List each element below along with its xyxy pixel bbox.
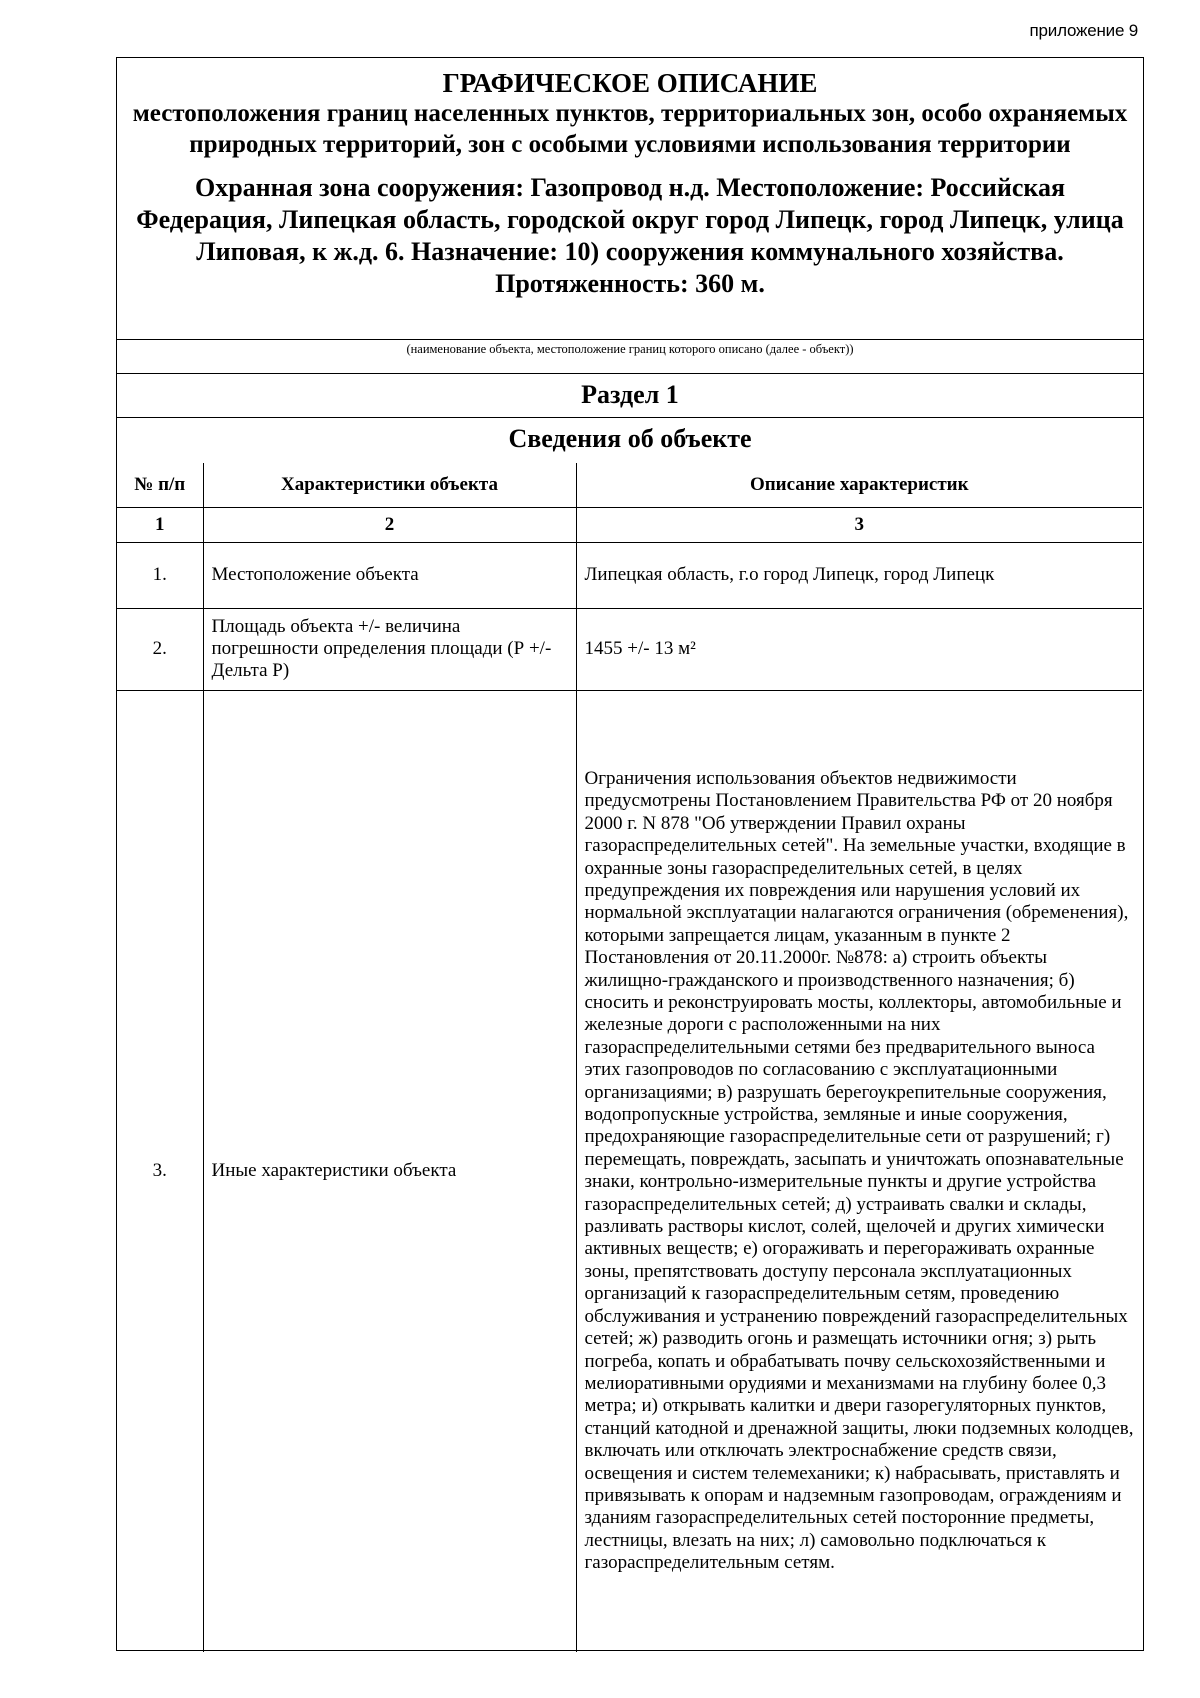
row-number: 2. bbox=[117, 608, 203, 690]
header-characteristic: Характеристики объекта bbox=[203, 463, 576, 507]
column-number-row bbox=[117, 507, 1142, 542]
appendix-label: приложение 9 bbox=[1029, 21, 1138, 40]
section-subtitle: Сведения об объекте bbox=[508, 424, 752, 453]
row-characteristic: Площадь объекта +/- величина погрешности определения площади (Р +/- Дельта Р) bbox=[203, 608, 576, 690]
object-name: Охранная зона сооружения: Газопровод н.д. Местоположение: Российская Федерация, Липецкая область, городской округ город Липецк, город Липецк, улица Липовая, к ж.д. 6. Назначение: 10) сооружения коммунального хозяйства. Протяженность: 360 м. bbox=[136, 173, 1124, 298]
row-characteristic: Местоположение объекта bbox=[203, 542, 576, 608]
row-description: Ограничения использования объектов недвижимости предусмотрены Постановлением Правительства РФ от 20 ноября 2000 г. N 878 "Об утверждении Правил охраны газораспределительных сетей". На земельные участки, входящие в охранные зоны газораспределительных сетей, в целях предупреждения их повреждения или нарушения условий их нормальной эксплуатации налагаются ограничения (обременения), которыми запрещается лицам, указанным в пункте 2 Постановления от 20.11.2000г. №878: а) строить объекты жилищно-гражданского и производственного назначения; б) сносить и реконструировать мосты, коллекторы, автомобильные и железные дороги с расположенными на них газораспределительными сетями без предварительного выноса этих газопроводов по согласованию с эксплуатационными организациями; в) разрушать берегоукрепительные сооружения, водопропускные устройства, земляные и иные сооружения, предохраняющие газораспределительные сети от разрушений; г) перемещать, повреждать, засыпать и уничтожать опознавательные знаки, контрольно-измерительные пункты и другие устройства газораспределительных сетей; д) устраивать свалки и склады, разливать растворы кислот, солей, щелочей и других химически активных веществ; е) огораживать и перегораживать охранные зоны, препятствовать доступу персонала эксплуатационных организаций к газораспределительным сетям, проведению обслуживания и устранению повреждений газораспределительных сетей; ж) разводить огонь и размещать источники огня; з) рыть погреба, копать и обрабатывать почву сельскохозяйственными и мелиоративными орудиями и механизмами на глубину более 0,3 метра; и) открывать калитки и двери газорегуляторных пунктов, станций катодной и дренажной защиты, люки подземных колодцев, включать или отключать электроснабжение средств связи, освещения и систем телемеханики; к) набрасывать, приставлять и привязывать к опорам и надземным газопроводам, ограждениям и зданиям газораспределительных сетей посторонние предметы, лестницы, влезать на них; л) самовольно подключаться к газораспределительным сетям. bbox=[576, 690, 1142, 1652]
row-number: 3. bbox=[117, 690, 203, 1652]
col-number-1: 1 bbox=[117, 507, 203, 542]
table-header-row bbox=[117, 463, 1142, 507]
col-number-2: 2 bbox=[203, 507, 576, 542]
table-row bbox=[117, 690, 1142, 1652]
document-frame bbox=[116, 57, 1144, 1651]
divider bbox=[117, 339, 1143, 340]
table-row bbox=[117, 608, 1142, 690]
object-caption: (наименование объекта, местоположение границ которого описано (далее - объект)) bbox=[406, 342, 854, 356]
header-description: Описание характеристик bbox=[576, 463, 1142, 507]
table-row bbox=[117, 542, 1142, 608]
divider bbox=[117, 373, 1143, 374]
row-description: 1455 +/- 13 м² bbox=[576, 608, 1142, 690]
object-info-table bbox=[117, 463, 1142, 1652]
row-number: 1. bbox=[117, 542, 203, 608]
col-number-3: 3 bbox=[576, 507, 1142, 542]
section-title: Раздел 1 bbox=[581, 380, 679, 409]
document-subtitle: местоположения границ населенных пунктов, территориальных зон, особо охраняемых природных территорий, зон с особыми условиями использования территории bbox=[132, 100, 1128, 158]
document-title: ГРАФИЧЕСКОЕ ОПИСАНИЕ bbox=[442, 68, 818, 98]
row-description: Липецкая область, г.о город Липецк, город Липецк bbox=[576, 542, 1142, 608]
document-header bbox=[117, 58, 1143, 339]
divider bbox=[117, 417, 1143, 418]
row-characteristic: Иные характеристики объекта bbox=[203, 690, 576, 1652]
header-number: № п/п bbox=[117, 463, 203, 507]
